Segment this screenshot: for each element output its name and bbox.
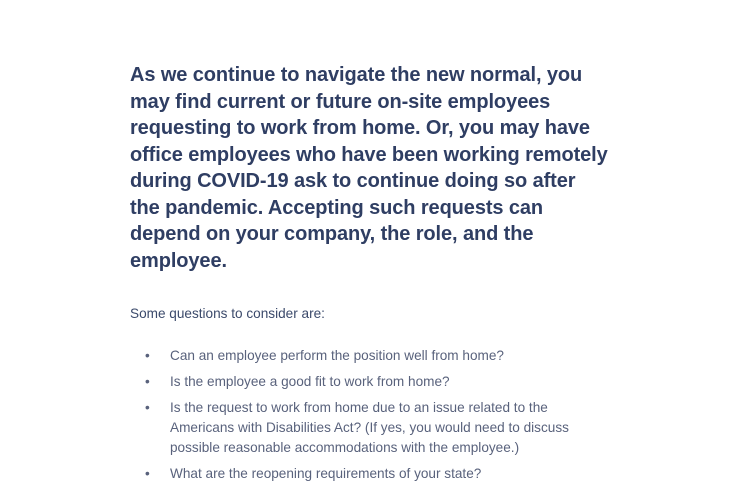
list-item [130, 398, 610, 458]
questions-list [130, 346, 610, 484]
list-item-text: Can an employee perform the position well from home? [170, 348, 504, 363]
bullet-icon: • [145, 400, 150, 415]
bullet-icon: • [145, 348, 150, 363]
list-item-text: Is the request to work from home due to an issue related to the Americans with Disabilities Act? (If yes, you would need to discuss possible reasonable accommodations with the employee.) [170, 400, 569, 455]
list-item [130, 372, 610, 392]
article-body [130, 62, 610, 490]
list-item-text: What are the reopening requirements of your state? [170, 466, 482, 481]
questions-intro: Some questions to consider are: [130, 306, 325, 321]
bullet-icon: • [145, 466, 150, 481]
list-item [130, 346, 610, 366]
list-item-text: Is the employee a good fit to work from home? [170, 374, 450, 389]
bullet-icon: • [145, 374, 150, 389]
list-item [130, 464, 610, 484]
lead-paragraph: As we continue to navigate the new normal, you may find current or future on-site employees requesting to work from home. Or, you may have office employees who have been working remotely during COVID-19 ask to continue doing so after the pandemic. Accepting such requests can depend on your company, the role, and the employee. [130, 64, 608, 272]
